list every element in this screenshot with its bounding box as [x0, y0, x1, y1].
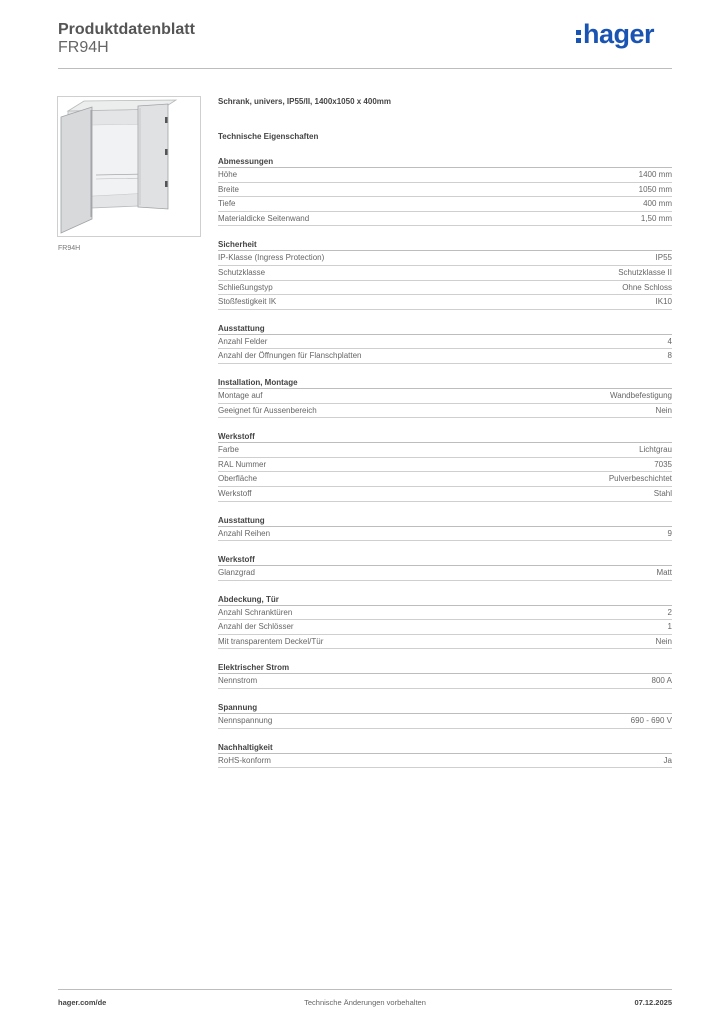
product-description: Schrank, univers, IP55/II, 1400x1050 x 400mm [218, 97, 391, 106]
spec-row [218, 389, 672, 404]
spec-content [218, 96, 672, 768]
logo-text: hager [582, 19, 654, 49]
spec-row [218, 635, 672, 650]
section-title: Ausstattung [218, 323, 672, 335]
spec-row [218, 443, 672, 458]
spec-row [218, 527, 672, 542]
spec-value: 4 [667, 336, 672, 346]
spec-section [218, 702, 672, 729]
section-title: Abdeckung, Tür [218, 594, 672, 606]
spec-label: Montage auf [218, 390, 263, 400]
spec-value: 7035 [654, 459, 672, 469]
spec-row [218, 212, 672, 227]
spec-value: 400 mm [643, 199, 672, 209]
spec-label: Mit transparentem Deckel/Tür [218, 636, 324, 646]
spec-label: Breite [218, 184, 239, 194]
spec-value: Pulverbeschichtet [608, 474, 672, 484]
spec-row [218, 620, 672, 635]
spec-value: Ja [663, 755, 672, 765]
section-title: Installation, Montage [218, 377, 672, 389]
spec-row [218, 349, 672, 364]
spec-label: Anzahl Schranktüren [218, 607, 293, 617]
spec-label: Oberfläche [218, 474, 258, 484]
section-title: Elektrischer Strom [218, 662, 672, 674]
spec-row [218, 472, 672, 487]
spec-label: Tiefe [218, 199, 236, 209]
section-title: Ausstattung [218, 515, 672, 527]
spec-value: Wandbefestigung [610, 390, 672, 400]
spec-label: Farbe [218, 445, 239, 455]
spec-section [218, 377, 672, 418]
spec-row [218, 566, 672, 581]
spec-value: 1400 mm [638, 170, 672, 179]
spec-row [218, 251, 672, 266]
image-caption: FR94H [58, 245, 81, 252]
spec-label: Geeignet für Aussenbereich [218, 405, 317, 415]
spec-section [218, 156, 672, 226]
spec-value: 9 [667, 528, 672, 538]
spec-row [218, 168, 672, 183]
spec-value: 1050 mm [638, 184, 672, 194]
logo-dots-icon [576, 21, 582, 43]
spec-row [218, 335, 672, 350]
spec-value: 1,50 mm [640, 213, 672, 223]
spec-section [218, 594, 672, 650]
spec-value: Nein [655, 636, 672, 646]
spec-label: Materialdicke Seitenwand [218, 213, 310, 223]
spec-row [218, 487, 672, 502]
spec-value: 1 [667, 622, 672, 632]
product-image [57, 96, 201, 237]
spec-value: 8 [667, 351, 672, 361]
spec-row [218, 754, 672, 769]
spec-label: Anzahl Reihen [218, 528, 271, 538]
spec-value: Matt [656, 568, 672, 578]
document-title: Produktdatenblatt [58, 21, 195, 38]
spec-label: Werkstoff [218, 488, 252, 498]
section-title: Spannung [218, 702, 672, 714]
spec-label: RAL Nummer [218, 459, 267, 469]
spec-section [218, 554, 672, 581]
section-title: Sicherheit [218, 239, 672, 251]
spec-row [218, 458, 672, 473]
section-title: Nachhaltigkeit [218, 742, 672, 754]
footer-date: 07.12.2025 [634, 998, 672, 1007]
page-header [58, 21, 672, 69]
spec-row [218, 197, 672, 212]
spec-section [218, 323, 672, 364]
spec-label: Nennstrom [218, 676, 258, 686]
spec-value: IP55 [655, 253, 672, 263]
spec-row [218, 281, 672, 296]
spec-label: Nennspannung [218, 716, 273, 726]
spec-value: Stahl [653, 488, 672, 498]
spec-label: Anzahl der Schlösser [218, 622, 294, 632]
spec-section [218, 431, 672, 501]
spec-section [218, 742, 672, 769]
footer-notice: Technische Änderungen vorbehalten [304, 998, 426, 1007]
spec-label: Schließungstyp [218, 282, 273, 292]
spec-label: Stoßfestigkeit IK [218, 297, 277, 307]
spec-value: 2 [667, 607, 672, 617]
spec-label: Schutzklasse [218, 267, 266, 277]
spec-label: Anzahl der Öffnungen für Flanschplatten [218, 351, 362, 361]
spec-value: Nein [655, 405, 672, 415]
spec-row [218, 183, 672, 198]
spec-label: IP-Klasse (Ingress Protection) [218, 253, 325, 263]
footer-website: hager.com/de [58, 998, 107, 1007]
cabinet-illustration-icon [58, 97, 200, 236]
spec-row [218, 404, 672, 419]
spec-value: IK10 [655, 297, 672, 307]
spec-row [218, 606, 672, 621]
spec-sections [218, 156, 672, 768]
section-title: Abmessungen [218, 156, 672, 168]
spec-value: Schutzklasse II [618, 267, 672, 277]
spec-row [218, 295, 672, 310]
spec-section [218, 515, 672, 542]
spec-row [218, 674, 672, 689]
spec-value: 800 A [651, 676, 672, 686]
product-code: FR94H [58, 39, 109, 56]
spec-label: Glanzgrad [218, 568, 255, 578]
spec-row [218, 266, 672, 281]
spec-value: 690 - 690 V [630, 716, 672, 726]
tech-properties-heading: Technische Eigenschaften [218, 132, 319, 141]
section-title: Werkstoff [218, 431, 672, 443]
section-title: Werkstoff [218, 554, 672, 566]
page-footer [58, 989, 672, 1007]
spec-label: Anzahl Felder [218, 336, 268, 346]
spec-section [218, 662, 672, 689]
spec-value: Ohne Schloss [622, 282, 672, 292]
spec-label: Höhe [218, 170, 238, 179]
spec-label: RoHS-konform [218, 755, 271, 765]
spec-row [218, 714, 672, 729]
hager-logo [576, 21, 654, 47]
spec-value: Lichtgrau [639, 445, 672, 455]
spec-section [218, 239, 672, 309]
